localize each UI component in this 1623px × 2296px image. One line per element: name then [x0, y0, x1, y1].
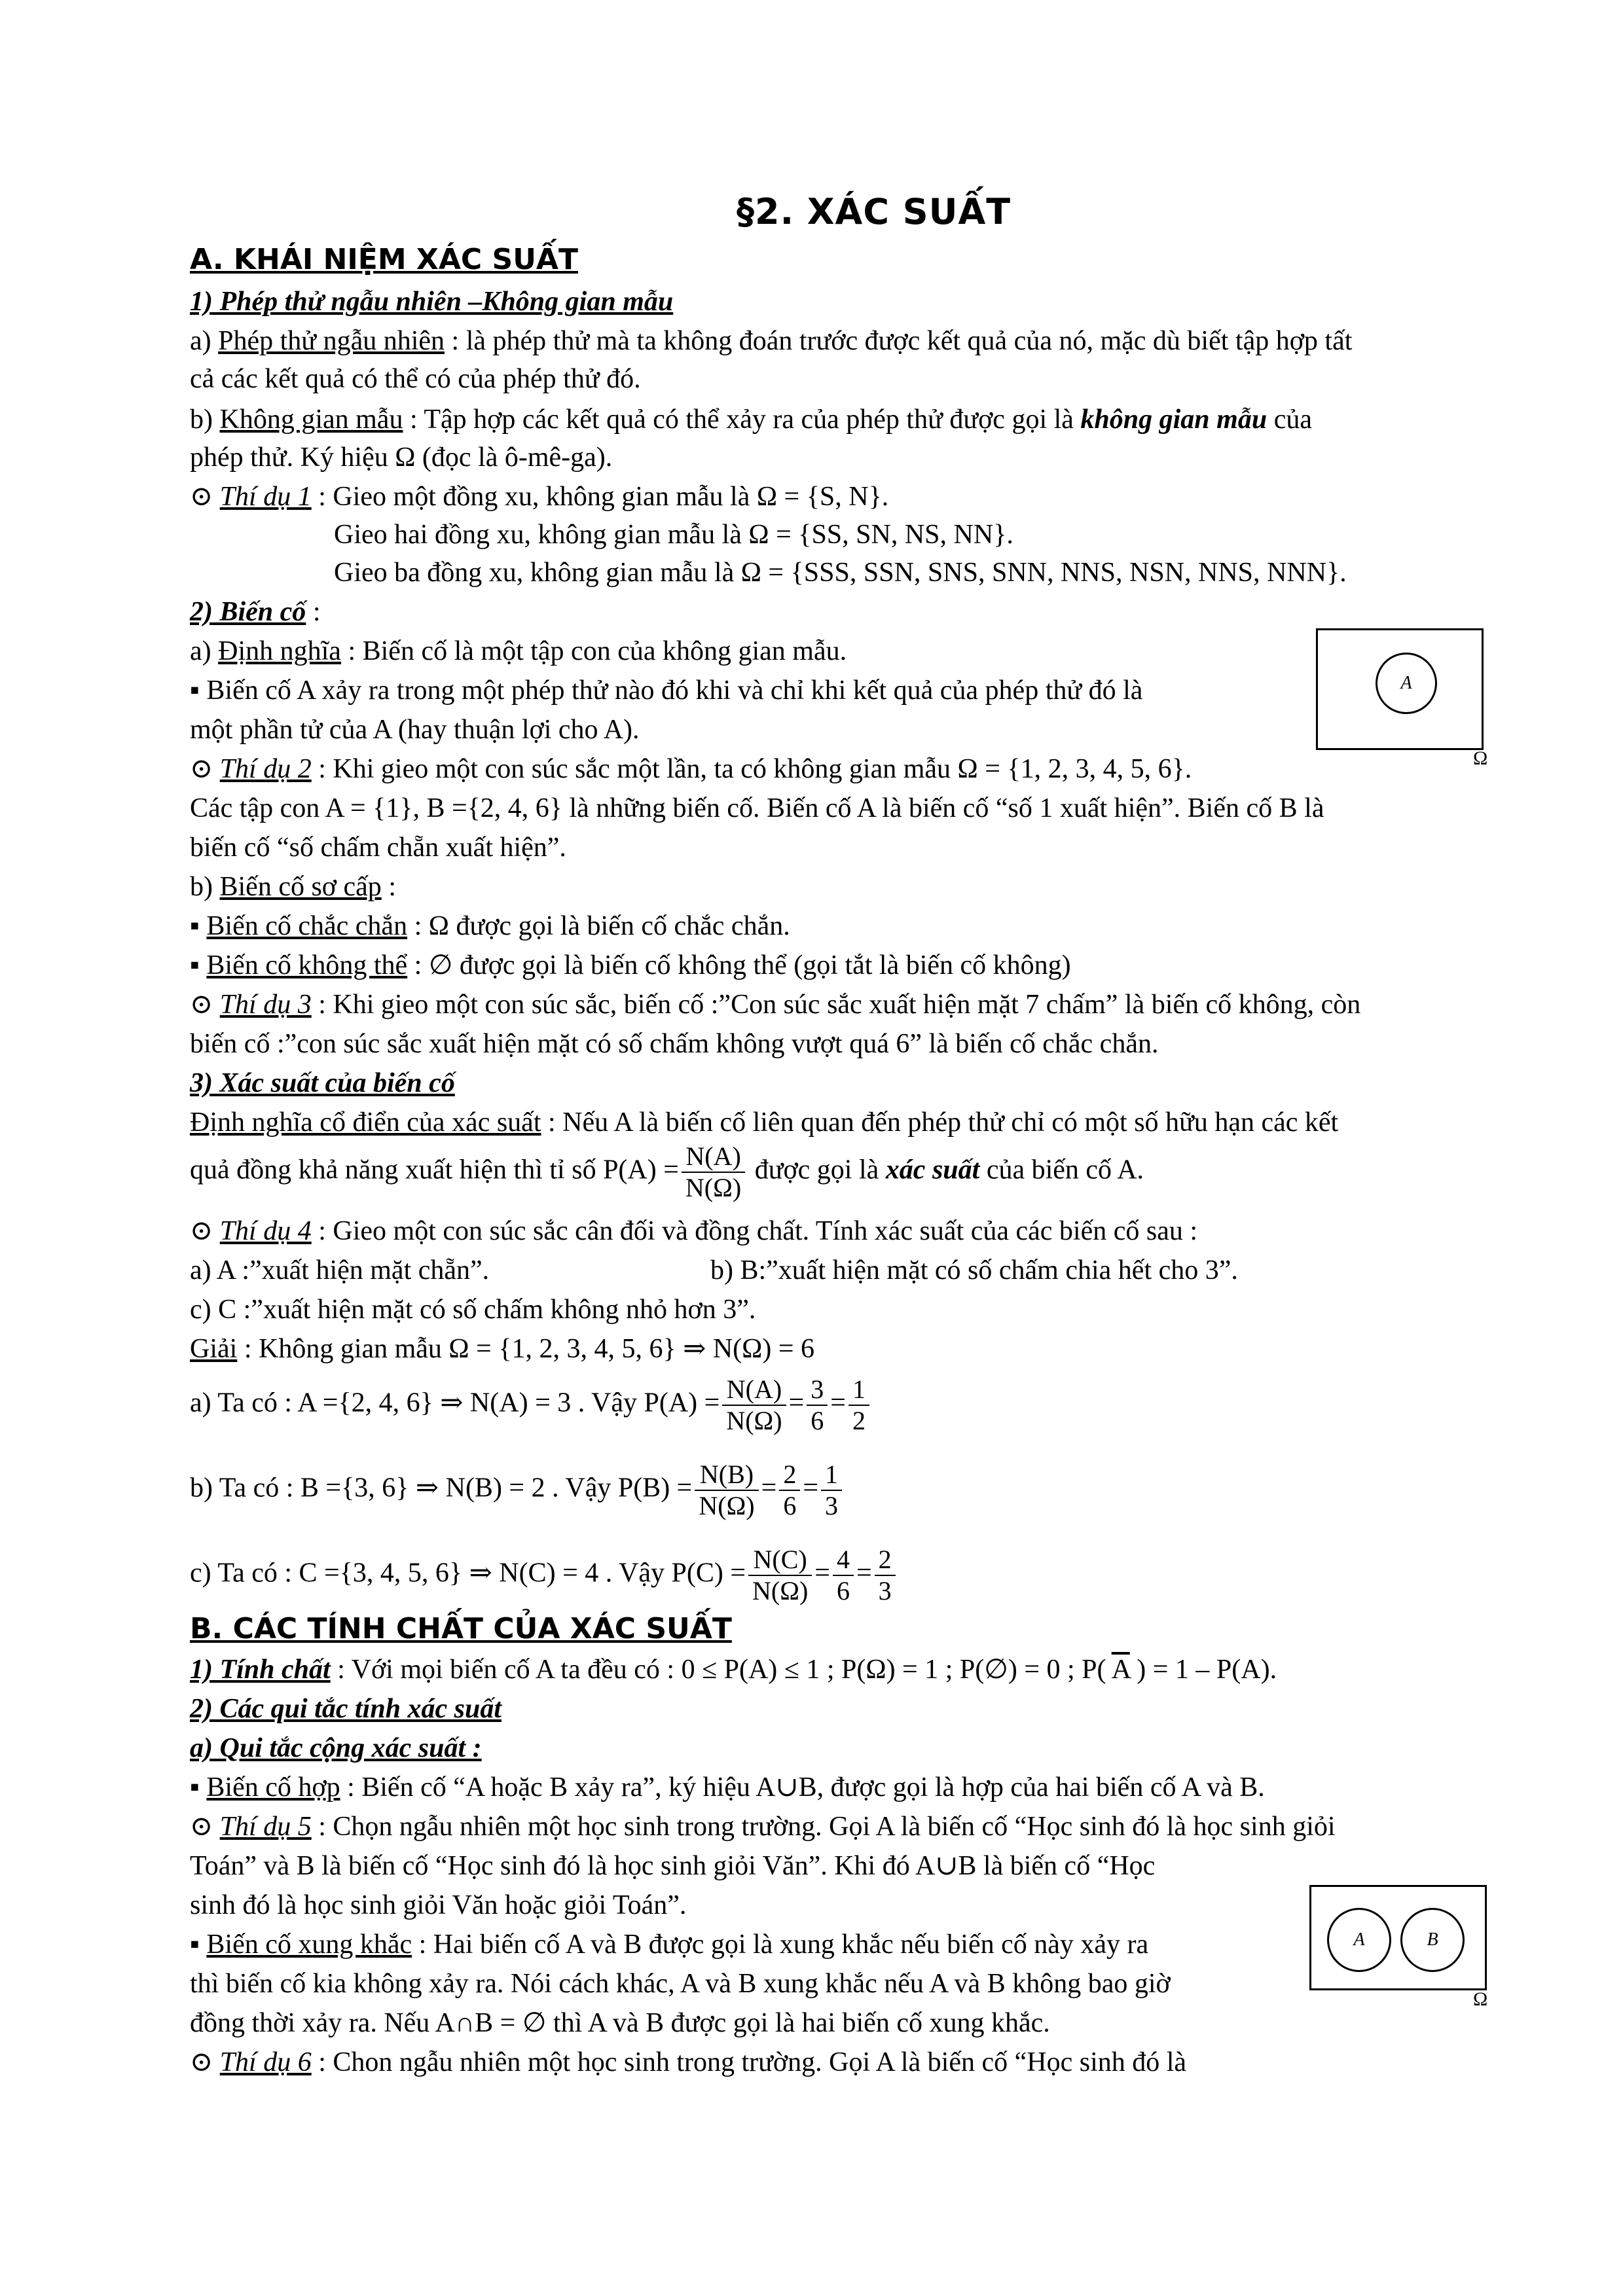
addition-rule-heading: a) Qui tắc cộng xác suất : — [190, 1733, 482, 1763]
classical-definition: Định nghĩa cổ điển của xác suất : Nếu A là biến cố liên quan đến phép thử chỉ có một số hữu hạn các kết — [190, 1107, 1339, 1138]
definition-random-experiment: a) Phép thử ngẫu nhiên : là phép thử mà ta không đoán trước được kết quả của nó, mặc dù biết tập hợp tất — [190, 326, 1353, 356]
example-4-b: b) B:”xuất hiện mặt có số chấm chia hết cho 3”. — [710, 1255, 1238, 1285]
example-5: ⊙ Thí dụ 5 : Chọn ngẫu nhiên một học sinh trong trường. Gọi A là biến cố “Học sinh đó là học sinh giỏi — [190, 1812, 1336, 1842]
example-3: ⊙ Thí dụ 3 : Khi gieo một con súc sắc, biến cố :”Con súc sắc xuất hiện mặt 7 chấm” là biến cố không, còn — [190, 990, 1361, 1020]
example-1: ⊙ Thí dụ 1 : Gieo một đồng xu, không gian mẫu là Ω = {S, N}. — [190, 482, 889, 512]
example-5-line2: Toán” và B là biến cố “Học sinh đó là học sinh giỏi Văn”. Khi đó A∪B là biến cố “Học — [190, 1851, 1156, 1881]
definition-random-experiment-cont: cả các kết quả có thể có của phép thử đó. — [190, 364, 641, 394]
venn-circle-b: B — [1400, 1908, 1465, 1972]
example-1-line3: Gieo ba đồng xu, không gian mẫu là Ω = {SSS, SSN, SNS, SNN, NNS, NSN, NNS, NNN}. — [334, 558, 1347, 588]
solution-sample-space: Giải : Không gian mẫu Ω = {1, 2, 3, 4, 5, 6} ⇒ N(Ω) = 6 — [190, 1334, 815, 1364]
venn-omega-label-2: Ω — [1473, 1988, 1488, 2010]
page-title: §2. XÁC SUẤT — [737, 191, 1012, 232]
exclusive-event-line2: thì biến cố kia không xảy ra. Nói cách khác, A và B xung khắc nếu A và B không bao giờ — [190, 1969, 1171, 1999]
event-occurs-bullet: ▪ Biến cố A xảy ra trong một phép thử nào đó khi và chỉ khi kết quả của phép thử đó là — [190, 675, 1143, 706]
event-occurs-bullet-cont: một phần tử của A (hay thuận lợi cho A). — [190, 715, 640, 745]
venn-omega-label: Ω — [1473, 747, 1488, 769]
example-5-line3: sinh đó là học sinh giỏi Văn hoặc giỏi Toán”. — [190, 1890, 687, 1920]
example-1-line2: Gieo hai đồng xu, không gian mẫu là Ω = {SS, SN, NS, NN}. — [334, 520, 1013, 550]
section-b-heading: B. CÁC TÍNH CHẤT CỦA XÁC SUẤT — [190, 1612, 732, 1645]
venn-diagram-disjoint — [1309, 1885, 1487, 1990]
example-4-a: a) A :”xuất hiện mặt chẵn”. — [190, 1255, 490, 1285]
example-6: ⊙ Thí dụ 6 : Chon ngẫu nhiên một học sinh trong trường. Gọi A là biến cố “Học sinh đó là — [190, 2047, 1187, 2077]
sure-event: ▪ Biến cố chắc chắn : Ω được gọi là biến cố chắc chắn. — [190, 911, 790, 941]
exclusive-event-line3: đồng thời xảy ra. Nếu A∩B = ∅ thì A và B được gọi là hai biến cố xung khắc. — [190, 2008, 1050, 2038]
solution-c: c) Ta có : C ={3, 4, 5, 6} ⇒ N(C) = 4 . Vậy P(C) = $\frac{N(C)}{N(\Omega)}$ = $\frac{4}{6}$ = $\frac{2}{3}$ — [190, 1545, 898, 1606]
classical-definition-formula: quả đồng khả năng xuất hiện thì tỉ số P(A) = $\frac{N(A)}{N(\Omega)}$ được gọi là xác suất của biến cố A. — [190, 1141, 1144, 1202]
solution-a: a) Ta có : A ={2, 4, 6} ⇒ N(A) = 3 . Vậy P(A) = $\frac{N(A)}{N(\Omega)}$ = $\frac{3}{6}$ = $\frac{1}{2}$ — [190, 1374, 872, 1436]
impossible-event: ▪ Biến cố không thể : ∅ được gọi là biến cố không thể (gọi tắt là biến cố không) — [190, 950, 1071, 980]
example-2-line2: Các tập con A = {1}, B ={2, 4, 6} là những biến cố. Biến cố A là biến cố “số 1 xuất hiện”. Biến cố B là — [190, 793, 1324, 823]
union-event: ▪ Biến cố hợp : Biến cố “A hoặc B xảy ra”, ký hiệu A∪B, được gọi là hợp của hai biến cố A và B. — [190, 1772, 1265, 1803]
definition-sample-space-cont: phép thử. Ký hiệu Ω (đọc là ô-mê-ga). — [190, 442, 613, 473]
subheading-probability: 3) Xác suất của biến cố — [190, 1068, 455, 1098]
venn-circle-a: A — [1327, 1908, 1391, 1972]
definition-sample-space: b) Không gian mẫu : Tập hợp các kết quả có thể xảy ra của phép thử được gọi là không gian mẫu của — [190, 404, 1312, 435]
example-4: ⊙ Thí dụ 4 : Gieo một con súc sắc cân đối và đồng chất. Tính xác suất của các biến cố sau : — [190, 1216, 1198, 1246]
elementary-event-heading: b) Biến cố sơ cấp : — [190, 872, 396, 902]
venn-circle-a: A — [1376, 653, 1437, 714]
definition-event: a) Định nghĩa : Biến cố là một tập con của không gian mẫu. — [190, 636, 847, 666]
subheading-random-experiment: 1) Phép thử ngẫu nhiên –Không gian mẫu — [190, 287, 674, 317]
subheading-event: 2) Biến cố : — [190, 597, 321, 627]
probability-fraction: $\frac{N(A)}{N(\Omega)}$ — [682, 1141, 745, 1203]
solution-b: b) Ta có : B ={3, 6} ⇒ N(B) = 2 . Vậy P(B) = $\frac{N(B)}{N(\Omega)}$ = $\frac{2}{6}$ = $\frac{1}{3}$ — [190, 1460, 845, 1521]
venn-diagram-single — [1316, 628, 1484, 750]
rules-heading: 2) Các qui tắc tính xác suất — [190, 1694, 502, 1724]
example-2: ⊙ Thí dụ 2 : Khi gieo một con súc sắc một lần, ta có không gian mẫu Ω = {1, 2, 3, 4, 5, 6}. — [190, 754, 1192, 784]
properties: 1) Tính chất : Với mọi biến cố A ta đều có : 0 ≤ P(A) ≤ 1 ; P(Ω) = 1 ; P(∅) = 0 ; P( $\overline{A}$ ) = 1 – P(A). — [190, 1655, 1277, 1685]
example-2-line3: biến cố “số chấm chẵn xuất hiện”. — [190, 833, 566, 863]
section-a-heading: A. KHÁI NIỆM XÁC SUẤT — [190, 243, 578, 276]
example-3-line2: biến cố :”con súc sắc xuất hiện mặt có số chấm không vượt quá 6” là biến cố chắc chắn. — [190, 1029, 1159, 1059]
example-4-c: c) C :”xuất hiện mặt có số chấm không nhỏ hơn 3”. — [190, 1295, 756, 1325]
exclusive-event: ▪ Biến cố xung khắc : Hai biến cố A và B được gọi là xung khắc nếu biến cố này xảy ra — [190, 1929, 1149, 1960]
